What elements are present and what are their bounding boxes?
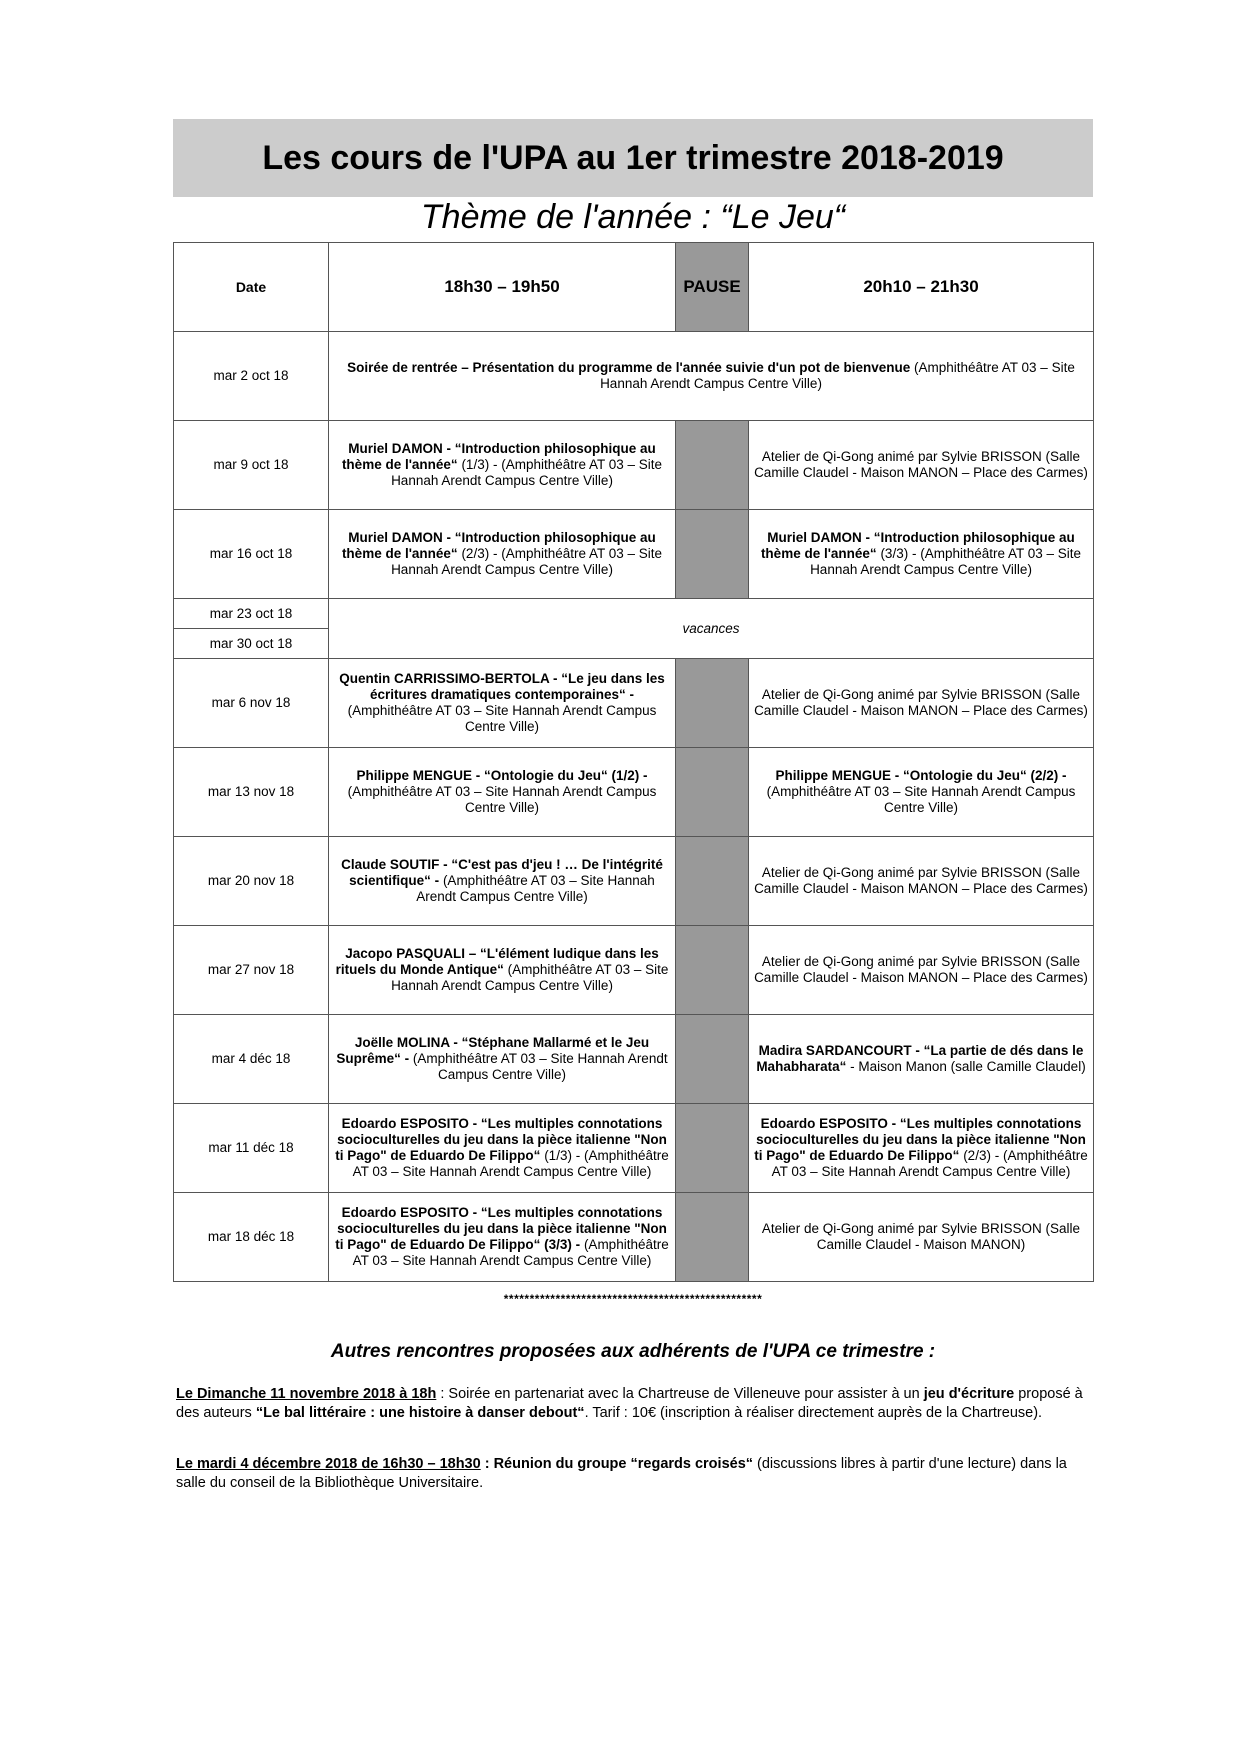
event-text: . Tarif : 10€ (inscription à réaliser directement auprès de la Chartreuse). [584,1405,1043,1421]
session-location: Atelier de Qi-Gong animé par Sylvie BRISSON (Salle Camille Claudel - Maison MANON) [761,1221,1081,1252]
pause-cell [676,421,749,510]
pause-cell [676,1104,749,1193]
table-row [174,332,1094,421]
row-date: mar 30 oct 18 [174,629,329,659]
row-date: mar 6 nov 18 [174,659,329,748]
header-slot1: 18h30 – 19h50 [329,243,676,332]
event-text: (discussions libres à partir d'une lecture) dans la salle du conseil de la Bibliothèque Universitaire. [176,1456,1067,1491]
separator-stars: ************************************************** [503,1292,763,1306]
slot2-cell [749,1104,1094,1193]
session-location: (Amphithéâtre AT 03 – Site Hannah Arendt Campus Centre Ville) [391,962,669,993]
session-location: (2/3) - (Amphithéâtre AT 03 – Site Hannah Arendt Campus Centre Ville) [771,1148,1088,1179]
slot2-cell [749,1193,1094,1282]
session-title: Muriel DAMON - “Introduction philosophique au thème de l'année“ [341,530,656,561]
event-paragraph-2 [176,1455,1086,1493]
table-row [174,510,1094,599]
slot1-cell [329,510,676,599]
session-location: (1/3) - (Amphithéâtre AT 03 – Site Hannah Arendt Campus Centre Ville) [352,1148,669,1179]
table-row [174,599,1094,629]
session-title: Philippe MENGUE - “Ontologie du Jeu“ (1/2) - [356,768,648,783]
slot2-cell [749,659,1094,748]
session-title: Jacopo PASQUALI – “L'élément ludique dans les rituels du Monde Antique“ [335,946,659,977]
row-date: mar 9 oct 18 [174,421,329,510]
row-date: mar 23 oct 18 [174,599,329,629]
row-date: mar 13 nov 18 [174,748,329,837]
pause-cell [676,1193,749,1282]
session-title: Madira SARDANCOURT - “La partie de dés dans le Mahabharata“ [756,1043,1084,1074]
pause-cell [676,926,749,1015]
session-location: (1/3) - (Amphithéâtre AT 03 – Site Hannah Arendt Campus Centre Ville) [391,457,663,488]
row-date: mar 4 déc 18 [174,1015,329,1104]
header-slot2: 20h10 – 21h30 [749,243,1094,332]
session-title: Edoardo ESPOSITO - “Les multiples connotations socioculturelles du jeu dans la pièce italienne "Non ti Pago" de Eduardo De Filippo“ [335,1116,667,1163]
event-date: Le mardi 4 décembre 2018 de 16h30 – 18h30 [176,1456,481,1472]
slot2-cell [749,926,1094,1015]
session-location: (Amphithéâtre AT 03 – Site Hannah Arendt Campus Centre Ville) [766,784,1076,815]
session-location: - Maison Manon (salle Camille Claudel) [846,1059,1086,1074]
event-highlight: jeu d'écriture [923,1386,1015,1402]
table-row [174,1104,1094,1193]
title-band [173,119,1093,197]
table-row [174,659,1094,748]
session-title: Edoardo ESPOSITO - “Les multiples connotations socioculturelles du jeu dans la pièce italienne "Non ti Pago" de Eduardo De Filippo“ (3/3) - [335,1205,667,1252]
slot1-cell [329,837,676,926]
slot2-cell [749,837,1094,926]
table-row [174,837,1094,926]
session-location: Atelier de Qi-Gong animé par Sylvie BRISSON (Salle Camille Claudel - Maison MANON – Place des Carmes) [754,687,1088,718]
row-date: mar 16 oct 18 [174,510,329,599]
session-location: (Amphithéâtre AT 03 – Site Hannah Arendt Campus Centre Ville) [416,873,655,904]
slot2-cell [749,1015,1094,1104]
row-date: mar 11 déc 18 [174,1104,329,1193]
autres-title: Autres rencontres proposées aux adhérents de l'UPA ce trimestre : [330,1341,936,1362]
row-date: mar 18 déc 18 [174,1193,329,1282]
page-title: Les cours de l'UPA au 1er trimestre 2018-2019 [262,138,1004,177]
table-row [174,748,1094,837]
slot1-cell [329,421,676,510]
event-text: proposé à des auteurs [176,1386,1083,1421]
row-date: mar 20 nov 18 [174,837,329,926]
pause-cell [676,1015,749,1104]
session-title: Edoardo ESPOSITO - “Les multiples connotations socioculturelles du jeu dans la pièce italienne "Non ti Pago" de Eduardo De Filippo“ [754,1116,1086,1163]
session-location: (3/3) - (Amphithéâtre AT 03 – Site Hannah Arendt Campus Centre Ville) [810,546,1082,577]
event-paragraph-1 [176,1385,1086,1423]
slot2-cell [749,510,1094,599]
session-title: Soirée de rentrée – Présentation du programme de l'année suivie d'un pot de bienvenue [347,360,911,375]
session-title: Joëlle MOLINA - “Stéphane Mallarmé et le Jeu Suprême“ - [336,1035,650,1066]
row-date: mar 27 nov 18 [174,926,329,1015]
slot1-cell [329,748,676,837]
pause-cell [676,837,749,926]
slot2-cell [749,421,1094,510]
event-text: : Soirée en partenariat avec la Chartreuse de Villeneuve pour assister à un [436,1386,924,1402]
table-row [174,1193,1094,1282]
session-title: Muriel DAMON - “Introduction philosophique au thème de l'année“ [341,441,656,472]
session-location: Atelier de Qi-Gong animé par Sylvie BRISSON (Salle Camille Claudel - Maison MANON – Place des Carmes) [754,449,1088,480]
slot2-cell [749,748,1094,837]
table-row [174,926,1094,1015]
event-date: Le Dimanche 11 novembre 2018 à 18h [176,1386,437,1402]
session-location: (Amphithéâtre AT 03 – Site Hannah Arendt Campus Centre Ville) [347,784,657,815]
slot1-cell [329,926,676,1015]
header-pause: PAUSE [676,243,749,332]
table-header-row [174,243,1094,332]
session-location: (Amphithéâtre AT 03 – Site Hannah Arendt Campus Centre Ville) [409,1051,668,1082]
vacances-cell: vacances [329,599,1094,659]
table-row [174,1015,1094,1104]
theme-subtitle: Thème de l'année : “Le Jeu“ [420,198,846,236]
session-location: Atelier de Qi-Gong animé par Sylvie BRISSON (Salle Camille Claudel - Maison MANON – Place des Carmes) [754,954,1088,985]
pause-cell [676,510,749,599]
session-title: Philippe MENGUE - “Ontologie du Jeu“ (2/2) - [775,768,1067,783]
session-location: (Amphithéâtre AT 03 – Site Hannah Arendt Campus Centre Ville) [347,703,657,734]
session-title: Claude SOUTIF - “C'est pas d'jeu ! … De l'intégrité scientifique“ - [341,857,663,888]
full-evening-cell [329,332,1094,421]
session-title: Muriel DAMON - “Introduction philosophique au thème de l'année“ [760,530,1075,561]
pause-cell [676,748,749,837]
header-date: Date [174,243,329,332]
pause-cell [676,659,749,748]
row-date: mar 2 oct 18 [174,332,329,421]
session-location: Atelier de Qi-Gong animé par Sylvie BRISSON (Salle Camille Claudel - Maison MANON – Place des Carmes) [754,865,1088,896]
session-location: (Amphithéâtre AT 03 – Site Hannah Arendt Campus Centre Ville) [600,360,1075,391]
slot1-cell [329,1015,676,1104]
session-location: (Amphithéâtre AT 03 – Site Hannah Arendt Campus Centre Ville) [352,1237,669,1268]
schedule-table [173,242,1094,1282]
table-row [174,421,1094,510]
session-title: Quentin CARRISSIMO-BERTOLA - “Le jeu dans les écritures dramatiques contemporaines“ - [339,671,665,702]
slot1-cell [329,1104,676,1193]
slot1-cell [329,659,676,748]
event-highlight: : Réunion du groupe “regards croisés“ [480,1456,754,1472]
slot1-cell [329,1193,676,1282]
event-highlight: “Le bal littéraire : une histoire à danser debout“ [255,1405,585,1421]
session-location: (2/3) - (Amphithéâtre AT 03 – Site Hannah Arendt Campus Centre Ville) [391,546,663,577]
